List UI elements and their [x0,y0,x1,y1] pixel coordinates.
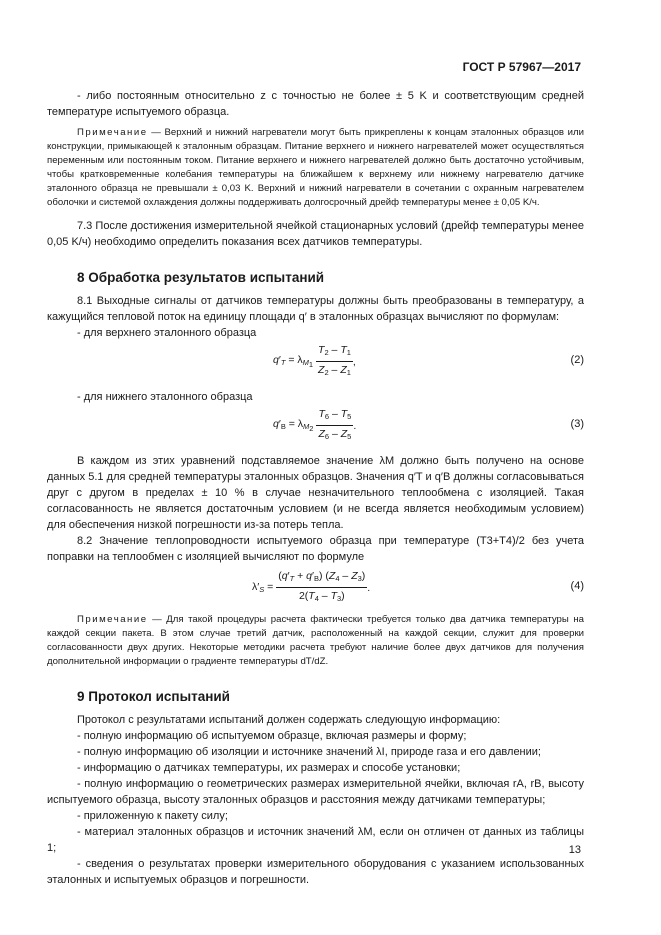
list-item: - приложенную к пакету силу; [77,810,228,822]
formula-2: $q'_T = \lambda_{M_1}$ $\frac{T_2 - T_1}{Z_2 - Z_1}$ , (2) [273,344,584,377]
paragraph-7-3: 7.3 После достижения измерительной ячейкой стационарных условий (дрейф температуры менее 0,05 K/ч) необходимо определить показания всех датчиков температуры. [47,220,584,248]
paragraph-protocol: Протокол с результатами испытаний должен содержать следующую информацию: [77,714,501,726]
page-content [47,88,584,888]
equation-number: (4) [570,580,584,592]
paragraph-temperature-condition: - либо постоянным относительно z с точностью не более ± 5 K и соответствующим средней температуре испытуемого образца. [47,90,584,118]
paragraph-lambda-m: В каждом из этих уравнений подставляемое значение λM должно быть получено на основе данных 5.1 для средней температуры эталонных образцов. Значения q′T и q′B должны согласовываться друг с другом в пределах ± 10 % в случае незначительного теплообмена с изоляцией. Такая согласованность не является достаточным условием (и не всегда является необходимым условием) для обеспечения низкой погрешности из-за потерь тепла. [47,455,584,531]
paragraph-8-1: 8.1 Выходные сигналы от датчиков температуры должны быть преобразованы в температуру, а кажущийся тепловой поток на единицу площади q′ в эталонных образцах вычисляют по формулам: [47,295,584,323]
list-item: - информацию о датчиках температуры, их размерах и способе установки; [77,762,461,774]
paragraph-8-2: 8.2 Значение теплопроводности испытуемого образца при температуре (T3+T4)/2 без учета поправки на теплообмен с изоляцией вычисляют по формуле [47,535,584,563]
note-heaters: Примечание — Верхний и нижний нагреватели могут быть прикреплены к концам эталонных образцов или конструкции, примыкающей к эталонным образцам. Питание верхнего и нижнего нагревателей может осуществляться переменным или постоянным током. Питание верхнего и нижнего нагревателей должно быть достаточно устойчивым, чтобы кратковременные колебания температуры на ближайшем к верхнему или нижнему нагревателю датчике эталонного образца не превышали ± 0,03 K. Верхний и нижний нагреватели в сочетании с охранным нагревателем оболочки и системой охлаждения должны поддерживать долгосрочный дрейф температуры менее ± 0,05 K/ч. [47,127,584,208]
paragraph-lower-sample: - для нижнего эталонного образца [77,391,253,403]
list-item: - сведения о результатах проверки измерительного оборудования с указанием использованных эталонных и испытуемых образцов и погрешности. [47,858,584,886]
list-item: - полную информацию об испытуемом образце, включая размеры и форму; [77,730,467,742]
formula-4: $\lambda'_S$ = $\frac{(q'_T + q'_B) (Z_4 - Z_3)}{2(T_4 - T_3)}$ . (4) [252,570,584,603]
equation-number: (2) [570,354,584,366]
section-9-heading: 9 Протокол испытаний [77,689,230,704]
paragraph-upper-sample: - для верхнего эталонного образца [77,327,257,339]
page-number: 13 [568,844,581,856]
standard-number: ГОСТ Р 57967—2017 [462,60,581,74]
formula-3: $q'_B = \lambda_{M_2}$ $\frac{T_6 - T_5}{Z_6 - Z_5}$ . (3) [273,408,584,441]
equation-number: (3) [570,418,584,430]
section-8-heading: 8 Обработка результатов испытаний [77,270,325,285]
note-sensors: Примечание — Для такой процедуры расчета фактически требуется только два датчика температуры на каждой секции пакета. В этом случае третий датчик, расположенный на каждой секции, служит для проверки согласованности двух других. Некоторые методики расчета требуют наличие более двух датчиков для получения дополнительной информации о градиенте температуры dT/dZ. [47,614,584,667]
list-item: - полную информацию об изоляции и источнике значений λI, природе газа и его давлении; [77,746,541,758]
list-item: - материал эталонных образцов и источник значений λM, если он отличен от данных из таблицы 1; [47,826,584,854]
list-item: - полную информацию о геометрических размерах измерительной ячейки, включая rA, rB, высоту испытуемого образца, высоту эталонных образцов и расстояния между датчиками температуры; [47,778,584,806]
